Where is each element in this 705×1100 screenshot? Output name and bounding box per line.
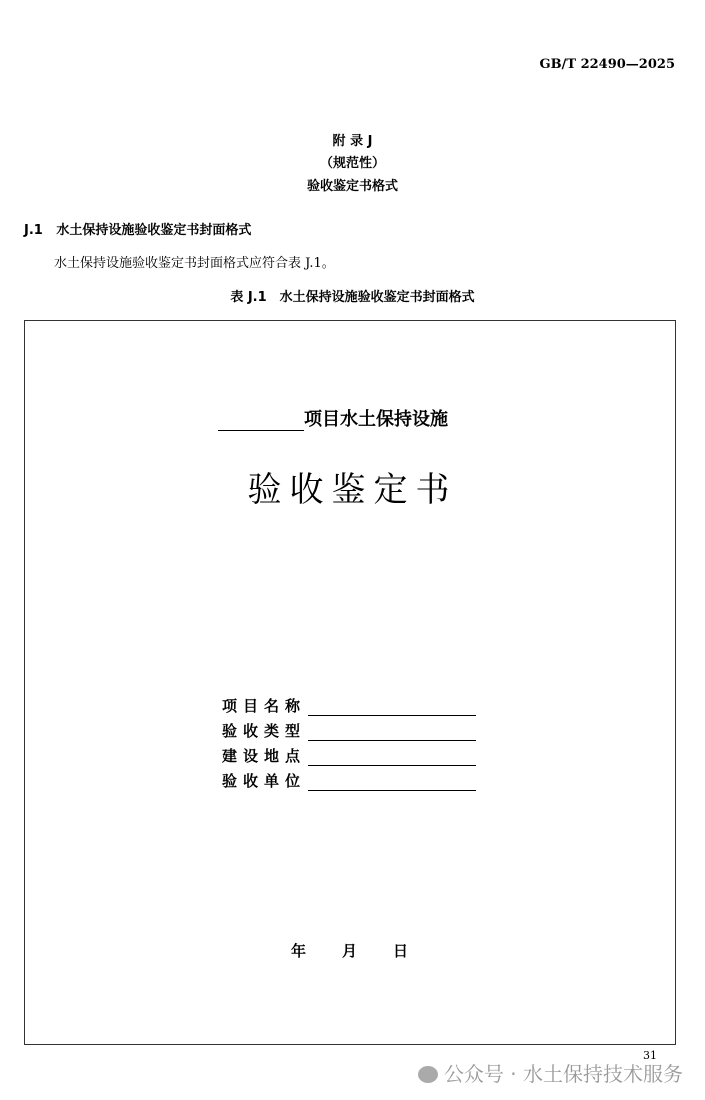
field-label: 建设地点 xyxy=(222,747,307,765)
standard-number: GB/T 22490—2025 xyxy=(539,57,675,72)
section-body: 水土保持设施验收鉴定书封面格式应符合表 J.1。 xyxy=(54,256,335,271)
section-number: J.1 xyxy=(24,223,43,238)
date-month: 月 xyxy=(342,942,358,960)
watermark xyxy=(418,1058,683,1087)
field-row xyxy=(222,695,476,716)
section-title: 水土保持设施验收鉴定书封面格式 xyxy=(56,223,252,238)
appendix-title: 附 录 J xyxy=(332,134,373,149)
project-suffix: 项目水土保持设施 xyxy=(304,409,448,430)
field-label: 验收类型 xyxy=(222,722,307,740)
blank-line xyxy=(218,410,304,431)
date-year: 年 xyxy=(291,942,307,960)
field-row xyxy=(222,745,476,766)
appendix-nature: （规范性） xyxy=(319,156,385,171)
page-number: 31 xyxy=(643,1049,657,1062)
field-blank xyxy=(308,724,476,741)
field-blank xyxy=(308,774,476,791)
section-heading xyxy=(24,219,251,238)
appendix-subtitle: 验收鉴定书格式 xyxy=(306,179,398,194)
project-name-line xyxy=(218,405,448,431)
watermark-text: 公众号 · 水土保持技术服务 xyxy=(443,1062,683,1086)
field-row xyxy=(222,720,476,741)
field-row xyxy=(222,770,476,791)
field-blank xyxy=(308,749,476,766)
wechat-icon xyxy=(418,1066,438,1083)
table-caption: 表 J.1 水土保持设施验收鉴定书封面格式 xyxy=(230,290,475,305)
field-blank xyxy=(308,699,476,716)
date-day: 日 xyxy=(393,942,409,960)
field-label: 项目名称 xyxy=(222,697,307,715)
field-label: 验收单位 xyxy=(222,772,307,790)
cover-main-title: 验收鉴定书 xyxy=(247,470,458,510)
